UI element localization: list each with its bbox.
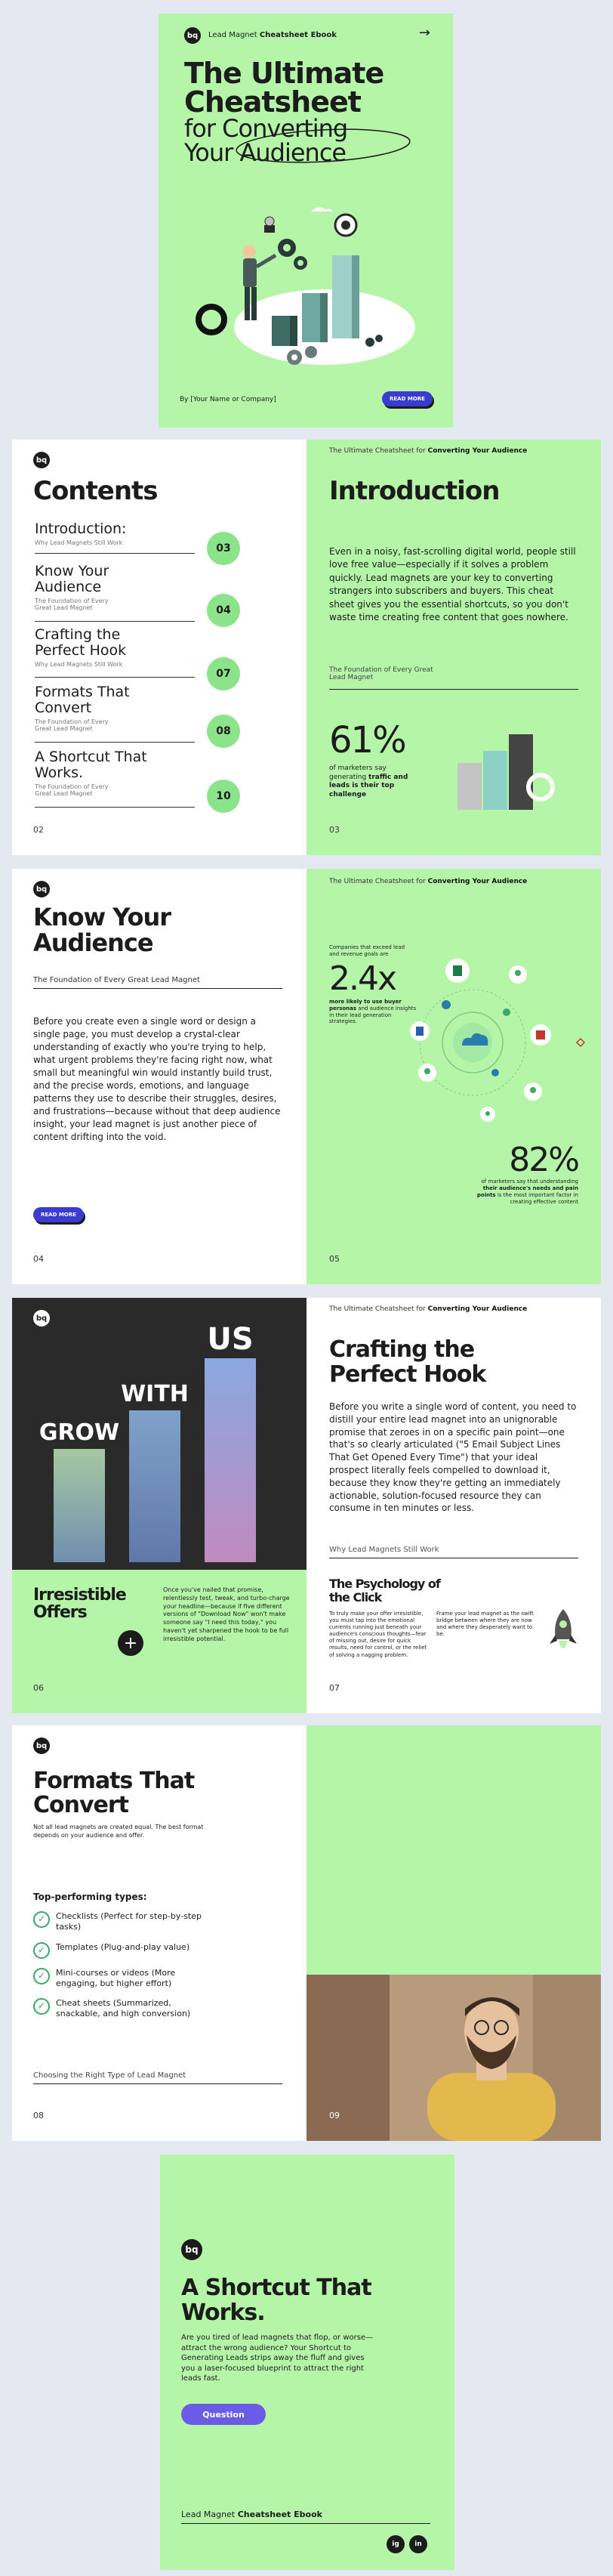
- toc-list: [35, 521, 240, 823]
- running-header-prefix: The Ultimate Cheatsheet for: [329, 1305, 426, 1313]
- grow-with-us-chart: [12, 1298, 306, 1570]
- toc-page-number: 08: [207, 715, 240, 748]
- intro-bar-1: [457, 763, 482, 810]
- chart-label-with: WITH: [121, 1381, 189, 1407]
- toc-item-title: Introduction:: [35, 520, 127, 537]
- divider: [33, 988, 282, 989]
- chart-bar-with: [129, 1410, 180, 1562]
- shortcut-logo: bq: [181, 2239, 202, 2260]
- stat-text-bold: traffic and leads is their top challenge: [329, 773, 408, 799]
- stat2-bold: their audience's needs and pain points: [476, 1185, 578, 1199]
- formats-title: Formats That Convert: [33, 1768, 195, 1819]
- shortcut-footer: [181, 2510, 322, 2519]
- formats-intro: Not all lead magnets are created equal. The best format depends on your audience and offer.: [33, 1824, 204, 1839]
- formats-logo: bq: [33, 1737, 50, 1754]
- arrow-right-icon[interactable]: →: [418, 25, 430, 41]
- toc-page-number: 10: [207, 780, 240, 813]
- checkmark-icon: ✓: [33, 1911, 50, 1928]
- page-number: 08: [33, 2111, 44, 2120]
- running-header-prefix: The Ultimate Cheatsheet for: [329, 878, 426, 885]
- toc-item-sub: Why Lead Magnets Still Work: [35, 539, 123, 546]
- checkmark-icon: ✓: [33, 1968, 50, 1985]
- list-item: [33, 1968, 214, 1990]
- ring-icon: [199, 307, 224, 332]
- running-header: [329, 447, 527, 455]
- toc-item-sub: The Foundation of Every Great Lead Magnet: [35, 597, 109, 611]
- running-header: [329, 1305, 527, 1313]
- stat1-bold: more likely to use buyer personas: [329, 999, 402, 1012]
- page-number: 03: [329, 825, 340, 835]
- instagram-icon[interactable]: ig: [387, 2535, 405, 2553]
- running-header-prefix: The Ultimate Cheatsheet for: [329, 447, 426, 455]
- stat2-text: of marketers say that understanding: [481, 1178, 578, 1185]
- list-item-label: Templates (Plug-and-play value): [56, 1941, 190, 1952]
- checkmark-icon: ✓: [33, 1942, 50, 1959]
- divider: [181, 2523, 430, 2524]
- divider: [329, 689, 578, 690]
- read-more-button[interactable]: READ MORE: [382, 391, 433, 406]
- footer-prefix: Lead Magnet: [181, 2510, 236, 2519]
- checkmark-icon: ✓: [33, 1998, 50, 2015]
- know-your-audience-page: [12, 869, 306, 1284]
- cover-title-line3: for Converting: [184, 114, 348, 143]
- page-number: 06: [33, 1683, 44, 1693]
- cover-title-line2: Cheatsheet: [184, 85, 361, 119]
- cover-page: [159, 14, 453, 428]
- list-item-label: Mini-courses or videos (More engaging, but higher effort): [56, 1967, 176, 1988]
- offers-body: Once you've nailed that promise, relentlessly test, tweak, and turbo-charge your headline—because if five different versions of "Download Now" won't make someone say "I need this today," you haven't yet sharpened the hook to be full irresistible potential.: [163, 1586, 290, 1642]
- offers-title: Irresistible Offers: [33, 1586, 126, 1623]
- psychology-col1: To truly make your offer irresistible, you must tap into the emotional currents running just beneath your audience's conscious thoughts—fear of missing out, desire for quick results, need for control, or the relief of solving a nagging problem.: [329, 1611, 427, 1658]
- toc-item-sub: The Foundation of Every Great Lead Magnet: [35, 718, 109, 732]
- contents-title: Contents: [33, 476, 158, 506]
- types-title: Top-performing types:: [33, 1892, 147, 1902]
- toc-divider: [35, 742, 195, 743]
- rocket-icon: [548, 1608, 578, 1660]
- irresistible-offers-page: [12, 1298, 306, 1713]
- toc-page-number: 07: [207, 657, 240, 690]
- stat-2-4x: 2.4x: [329, 959, 396, 998]
- cover-header-prefix: Lead Magnet: [208, 31, 257, 39]
- divider: [33, 2083, 282, 2084]
- formats-that-convert-page: [12, 1725, 306, 2141]
- man-with-glasses-photo: [306, 1975, 601, 2141]
- page-number: 05: [329, 1254, 340, 1264]
- offers-logo: bq: [33, 1310, 50, 1327]
- list-item-label: Checklists (Perfect for step-by-step tasks): [56, 1911, 202, 1932]
- toc-item-a-shortcut[interactable]: [35, 749, 240, 817]
- page-number: 07: [329, 1683, 340, 1693]
- toc-item-title: Formats That Convert: [35, 684, 130, 716]
- stat-82-percent: 82%: [509, 1141, 578, 1179]
- audience-title: Know Your Audience: [33, 903, 171, 957]
- plus-icon[interactable]: +: [118, 1630, 143, 1656]
- list-item: [33, 1942, 214, 1959]
- cover-title-line4: Your Audience: [184, 138, 347, 167]
- page-number: 09: [329, 2111, 340, 2120]
- running-header-bold: Converting Your Audience: [427, 447, 528, 455]
- shortcut-title: A Shortcut That Works.: [181, 2275, 371, 2326]
- offers-panel: [12, 1570, 306, 1713]
- toc-item-know-your-audience[interactable]: [35, 564, 240, 624]
- introduction-body: Even in a noisy, fast-scrolling digital world, people still love free value—especially if it solves a problem quickly. Lead magnets are your key to converting strangers into subscribers and buyers. This cheat sheet gives you the essential shortcuts, so you don't waste time creating free content that goes nowhere.: [329, 546, 576, 622]
- formats-sub: Choosing the Right Type of Lead Magnet: [33, 2071, 186, 2080]
- running-header: [329, 878, 527, 885]
- introduction-sub: The Foundation of Every Great Lead Magnet: [329, 666, 433, 681]
- contents-page: [12, 440, 306, 855]
- running-header-bold: Converting Your Audience: [427, 878, 528, 885]
- cover-byline: By [Your Name or Company]: [180, 396, 276, 403]
- toc-divider: [35, 677, 195, 678]
- toc-item-sub: Why Lead Magnets Still Work: [35, 660, 123, 668]
- list-item: [33, 1998, 214, 2020]
- toc-page-number: 03: [207, 532, 240, 565]
- read-more-button[interactable]: READ MORE: [33, 1207, 84, 1222]
- contents-logo: bq: [33, 452, 50, 468]
- stat-61-percent: 61%: [329, 719, 405, 761]
- cover-header-bold: Cheatsheet Ebook: [259, 31, 337, 39]
- cover-illustration: [181, 195, 430, 376]
- list-item-label: Cheat sheets (Summarized, snackable, and high conversion): [56, 1998, 191, 2019]
- audience-sub: The Foundation of Every Great Lead Magnet: [33, 976, 200, 984]
- stat2-description: [473, 1178, 578, 1206]
- toc-item-crafting-the-hook[interactable]: [35, 627, 240, 687]
- hook-body: Before you write a single word of content, you need to distill your entire lead magnet into an unignorable promise that zeroes in on a specific pain point—one that's so clearly articulated ("5 Email Subject Lines That Get Opened Every Time") that your ideal prospect literally feels compelled to download it, because they know they're getting an immediately actionable, solution-focused resource they can consume in ten minutes or less.: [329, 1401, 577, 1514]
- toc-divider: [35, 807, 195, 808]
- crafting-the-hook-page: [306, 1298, 601, 1713]
- cover-title-line1: The Ultimate: [184, 57, 384, 90]
- cover-header: [208, 31, 337, 39]
- running-header-bold: Converting Your Audience: [427, 1305, 528, 1313]
- chart-label-us: US: [207, 1322, 254, 1357]
- audience-logo: bq: [33, 881, 50, 897]
- toc-divider: [35, 621, 195, 622]
- intro-bar-3: [509, 734, 533, 810]
- stat1-tail: and audience insights in their lead generation strategies.: [329, 1005, 417, 1025]
- stat2-tail: is the most important factor in creating effective content: [497, 1192, 578, 1206]
- cover-logo: bq: [184, 27, 201, 44]
- network-diagram: [374, 944, 601, 1141]
- toc-item-title: Know Your Audience: [35, 563, 109, 595]
- audience-stats-page: [306, 869, 601, 1284]
- psychology-title: The Psychology of the Click: [329, 1577, 440, 1605]
- chart-bar-grow: [54, 1449, 105, 1562]
- toc-item-title: Crafting the Perfect Hook: [35, 626, 127, 659]
- types-list: [33, 1911, 214, 2029]
- stat-text-1: of marketers say: [329, 764, 387, 772]
- hook-sub: Why Lead Magnets Still Work: [329, 1546, 439, 1554]
- toc-page-number: 04: [207, 594, 240, 627]
- toc-divider: [35, 553, 195, 554]
- shortcut-page: [160, 2154, 454, 2570]
- intro-bar-2: [483, 751, 507, 810]
- toc-item-formats-that-convert[interactable]: [35, 684, 240, 745]
- chart-label-grow: GROW: [39, 1419, 120, 1446]
- photo-page: [306, 1725, 601, 2141]
- stat-text-2: generating: [329, 773, 367, 781]
- page-number: 02: [33, 825, 44, 835]
- list-item: [33, 1911, 214, 1933]
- intro-bar-chart: [457, 727, 571, 817]
- chart-bar-us: [205, 1358, 256, 1562]
- toc-item-sub: The Foundation of Every Great Lead Magnet: [35, 783, 109, 797]
- introduction-page: [306, 440, 601, 855]
- footer-bold: Cheatsheet Ebook: [237, 2510, 322, 2519]
- shortcut-body: Are you tired of lead magnets that flop, or worse—attract the wrong audience? Your Shortcut to Generating Leads strips away the fluff and gives you a laser-focused blueprint to attract the right leads fast.: [181, 2334, 374, 2383]
- page-number: 04: [33, 1254, 44, 1264]
- question-button[interactable]: Question: [181, 2404, 266, 2425]
- stat-description: [329, 764, 412, 800]
- toc-item-title: A Shortcut That Works.: [35, 749, 147, 781]
- audience-body: Before you create even a single word or design a single page, you must develop a crystal-clear understanding of exactly who you're trying to help, what urgent problems they're facing right now, what small but meaningful win would instantly build trust, and the precise words, emotions, and language patterns they use to describe their struggles, desires, and frustrations—because without that deep audience insight, your lead magnet is just another piece of content drifting into the void.: [33, 1016, 281, 1143]
- hook-title: Crafting the Perfect Hook: [329, 1336, 486, 1388]
- introduction-title: Introduction: [329, 476, 500, 506]
- psychology-col2: Frame your lead magnet as the swift bridge between where they are now and where they desperately want to be.: [436, 1611, 534, 1638]
- cover-title-circle-doodle: [233, 125, 421, 167]
- linkedin-icon[interactable]: in: [409, 2535, 427, 2553]
- stats-small-text: Companies that exceed lead and revenue goals are: [329, 944, 405, 957]
